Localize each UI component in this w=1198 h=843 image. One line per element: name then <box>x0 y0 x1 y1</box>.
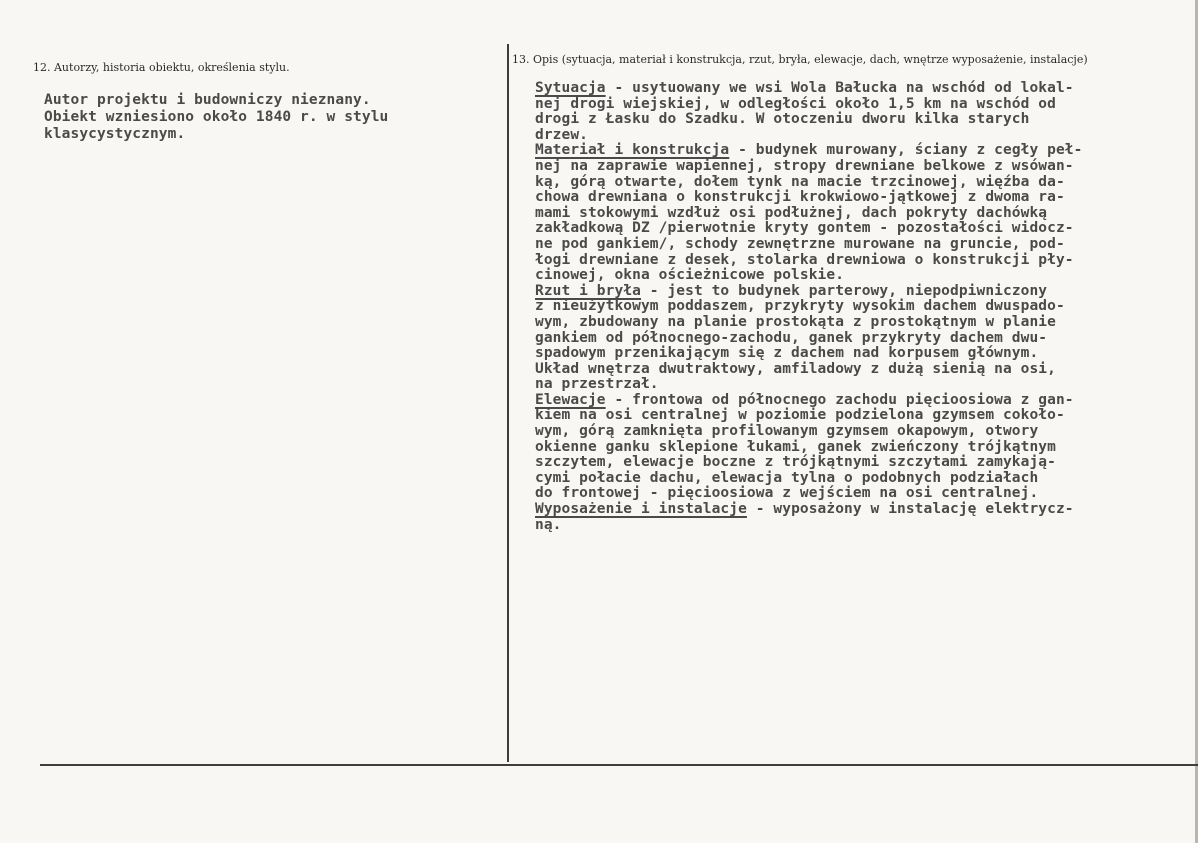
typed-line <box>535 268 1185 284</box>
typed-line <box>535 112 1185 128</box>
section-label: Elewacje <box>535 391 606 408</box>
line-text: Układ wnętrza dwutraktowy, amfiladowy z dużą sienią na osi, <box>535 360 1056 377</box>
typed-line <box>535 143 1185 159</box>
line-text: kiem na osi centralnej w poziomie podzielona gzymsem cokoło- <box>535 407 1065 424</box>
section-label: Materiał i konstrukcja <box>535 142 730 159</box>
section-label: Sytuacja <box>535 80 606 96</box>
typed-line <box>535 455 1185 471</box>
typed-line <box>535 97 1185 113</box>
line-text: ne pod gankiem/, schody zewnętrzne murowane na gruncie, pod- <box>535 235 1065 252</box>
line-text: - wyposażony w instalację elektrycz- <box>746 501 1074 518</box>
line-text: drzew. <box>535 126 588 143</box>
typed-line <box>535 331 1185 347</box>
section-12-heading: 12. Autorzy, historia obiektu, określenia stylu. <box>33 61 290 74</box>
line-text: cinowej, okna ościeżnicowe polskie. <box>535 267 845 284</box>
typed-line <box>535 424 1185 440</box>
line-text: spadowym przenikającym się z dachem nad korpusem głównym. <box>535 345 1039 362</box>
typed-line <box>535 221 1185 237</box>
typed-line <box>535 486 1185 502</box>
line-text: wym, zbudowany na planie prostokąta z prostokątnym w planie <box>535 313 1056 330</box>
typed-line <box>535 81 1185 97</box>
typed-line <box>535 502 1185 518</box>
line-text: - budynek murowany, ściany z cegły peł- <box>729 142 1083 159</box>
line-text: - usytuowany we wsi Wola Bałucka na wschód od lokal- <box>605 80 1074 96</box>
line-text: - frontowa od północnego zachodu pięcioosiowa z gan- <box>605 391 1074 408</box>
typed-line <box>535 315 1185 331</box>
typed-line <box>535 440 1185 456</box>
line-text: zakładkową DZ /pierwotnie kryty gontem - pozostałości widocz- <box>535 220 1074 237</box>
typed-line <box>535 299 1185 315</box>
typed-line: klasycystycznym. <box>44 126 186 142</box>
typed-line <box>535 346 1185 362</box>
typed-line <box>535 159 1185 175</box>
typed-line <box>535 518 1185 534</box>
description-text <box>535 81 1185 533</box>
line-text: z nieużytkowym poddaszem, przykryty wysokim dachem dwuspado- <box>535 298 1065 315</box>
line-text: gankiem od północnego-zachodu, ganek przykryty dachem dwu- <box>535 329 1048 346</box>
line-text: wym, górą zamknięta profilowanym gzymsem okapowym, otwory <box>535 423 1039 440</box>
line-text: łogi drewniane z desek, stolarka drewniowa o konstrukcji pły- <box>535 251 1074 268</box>
typed-line <box>535 284 1185 300</box>
line-text: mami stokowymi wzdłuż osi podłużnej, dach pokryty dachówką <box>535 204 1048 221</box>
typed-line <box>535 408 1185 424</box>
typed-line <box>535 237 1185 253</box>
line-text: nej na zaprawie wapiennej, stropy drewniane belkowe z wsówan- <box>535 157 1074 174</box>
typed-line <box>535 128 1185 144</box>
line-text: nej drogi wiejskiej, w odległości około 1,5 km na wschód od <box>535 95 1056 112</box>
typed-line: Obiekt wzniesiono około 1840 r. w stylu <box>44 109 389 125</box>
typed-line <box>535 377 1185 393</box>
typed-line <box>535 175 1185 191</box>
line-text: ną. <box>535 516 562 533</box>
typed-line <box>535 471 1185 487</box>
typed-line <box>535 253 1185 269</box>
authors-history-text <box>44 92 484 143</box>
typed-line <box>535 393 1185 409</box>
line-text: okienne ganku sklepione łukami, ganek zwieńczony trójkątnym <box>535 438 1056 455</box>
line-text: cymi połacie dachu, elewacja tylna o podobnych podziałach <box>535 469 1039 486</box>
line-text: do frontowej - pięcioosiowa z wejściem na osi centralnej. <box>535 485 1039 502</box>
typed-line <box>535 362 1185 378</box>
section-label: Wyposażenie i instalacje <box>535 501 747 518</box>
line-text: drogi z Łasku do Szadku. W otoczeniu dworu kilka starych <box>535 111 1030 128</box>
line-text: szczytem, elewacje boczne z trójkątnymi szczytami zamykają- <box>535 454 1056 471</box>
typed-line <box>535 206 1185 222</box>
line-text: ką, górą otwarte, dołem tynk na macie trzcinowej, więźba da- <box>535 173 1065 190</box>
line-text: - jest to budynek parterowy, niepodpiwniczony <box>640 282 1048 299</box>
typed-line: Autor projektu i budowniczy nieznany. <box>44 92 371 108</box>
line-text: na przestrzał. <box>535 376 659 393</box>
bottom-rule <box>40 764 1198 766</box>
line-text: chowa drewniana o konstrukcji krokwiowo-jątkowej z dwoma ra- <box>535 189 1065 206</box>
section-13-heading: 13. Opis (sytuacja, materiał i konstrukcja, rzut, bryła, elewacje, dach, wnętrze wyposażenie, instalacje) <box>512 53 1088 66</box>
column-divider <box>507 44 509 762</box>
typed-line <box>535 190 1185 206</box>
section-label: Rzut i bryła <box>535 282 641 299</box>
